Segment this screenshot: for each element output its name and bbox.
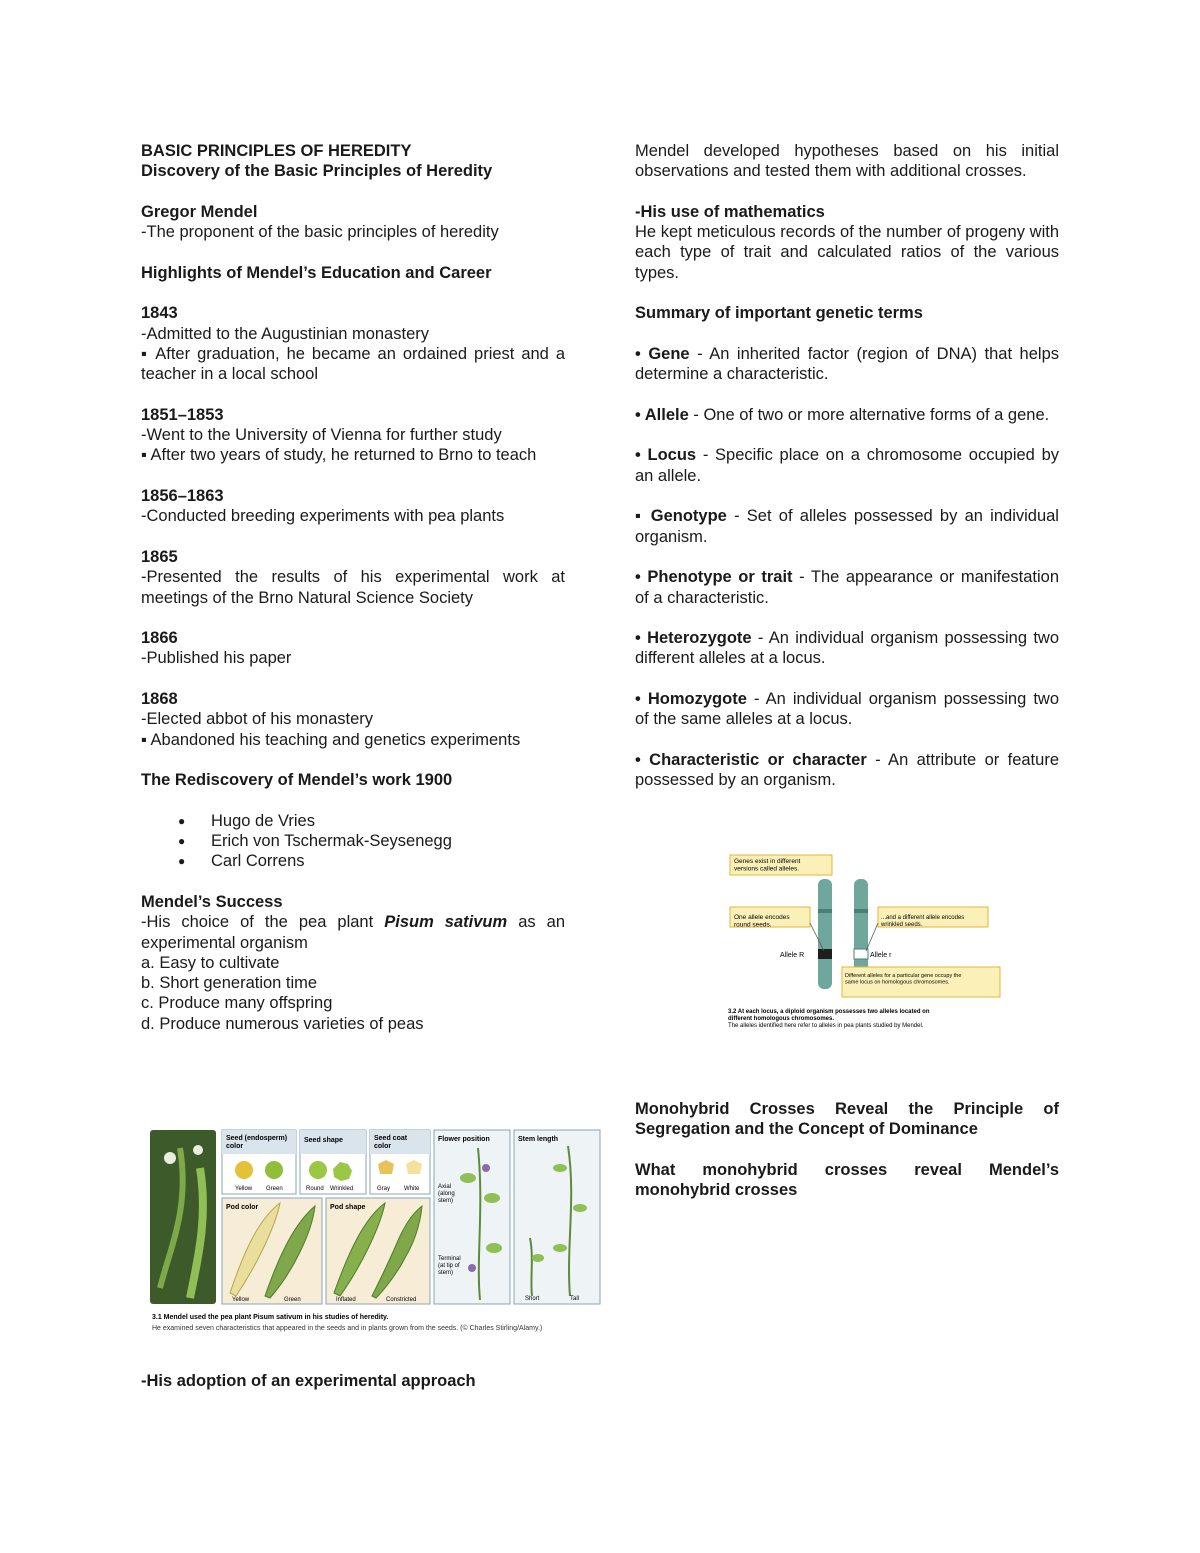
term-definition: - An inherited factor (region of DNA) that helps determine a characteristic. — [635, 344, 1059, 384]
term-bullet: • — [635, 446, 641, 465]
term-bullet: • — [635, 629, 641, 648]
timeline-year: 1856–1863 — [141, 487, 224, 506]
label-wrinkled: Wrinkled — [330, 1186, 354, 1192]
success-point: c. Produce many offspring — [141, 994, 333, 1013]
timeline-line: -Presented the results of his experimental work at meetings of the Brno Natural Science Society — [141, 568, 565, 607]
figure1-caption-rest: He examined seven characteristics that appeared in the seeds and in plants grown from the seeds. (© Charles Stirling/Alamy.) — [152, 1325, 543, 1332]
label-yellow: Yellow — [235, 1186, 253, 1192]
timeline-line: -Went to the University of Vienna for further study — [141, 426, 502, 445]
rediscovery-heading: The Rediscovery of Mendel’s work 1900 — [141, 771, 453, 790]
page-subtitle: Discovery of the Basic Principles of Heredity — [141, 162, 493, 181]
figure1-caption-bold: 3.1 Mendel used the pea plant Pisum sativum in his studies of heredity. — [152, 1314, 389, 1321]
term-locus — [635, 445, 1059, 486]
right-column — [635, 141, 1059, 791]
label-gray: Gray — [377, 1186, 391, 1192]
monohybrid-section — [635, 1099, 1059, 1200]
figure1-caption — [152, 1314, 388, 1321]
term-name: Allele — [644, 405, 689, 424]
career-heading: Highlights of Mendel’s Education and Career — [141, 263, 492, 282]
label-white: White — [404, 1186, 420, 1192]
timeline-year: 1868 — [141, 690, 178, 709]
term-heterozygote — [635, 628, 1059, 669]
term-bullet: • — [635, 750, 641, 769]
timeline-entry-1843 — [141, 303, 565, 384]
term-definition: - An individual organism possessing two of the same alleles at a locus. — [635, 690, 1060, 729]
term-bullet: • — [635, 405, 641, 424]
success-intro-post: as an experimental organism — [141, 913, 566, 952]
label-constricted: Constricted — [386, 1297, 417, 1303]
term-phenotype — [635, 567, 1059, 608]
timeline-entry-1866 — [141, 628, 565, 669]
label-pod-yellow: Yellow — [232, 1297, 250, 1303]
rediscoverers-list — [141, 811, 565, 872]
term-name: Gene — [648, 344, 690, 363]
term-name: Genotype — [650, 507, 727, 526]
figure2-caption-bold: 3.2 At each locus, a diploid organism possesses two alleles located on different homologous chromosomes. — [728, 1009, 930, 1022]
list-item: ● Carl Correns — [211, 851, 565, 871]
term-genotype — [635, 506, 1059, 547]
term-definition: - The appearance or manifestation of a characteristic. — [635, 568, 1059, 607]
callout-right-text: ...and a different allele encodes wrinkled seeds. — [881, 915, 965, 928]
term-name: Heterozygote — [647, 629, 752, 648]
term-bullet: • — [635, 568, 641, 587]
hypotheses-text: Mendel developed hypotheses based on his initial observations and tested them with additional crosses. — [635, 142, 1059, 181]
timeline-line: -Elected abbot of his monastery — [141, 710, 374, 729]
list-item: ● Hugo de Vries — [211, 811, 565, 831]
page-title: BASIC PRINCIPLES OF HEREDITY — [141, 142, 412, 160]
success-point: a. Easy to cultivate — [141, 953, 280, 972]
term-definition: - An attribute or feature possessed by an organism. — [635, 750, 1059, 790]
label-round: Round — [306, 1186, 324, 1192]
label-inflated: Inflated — [336, 1297, 356, 1303]
panel-title-pod-color: Pod color — [226, 1204, 259, 1211]
success-point: d. Produce numerous varieties of peas — [141, 1014, 424, 1033]
mendel-heading: Gregor Mendel — [141, 202, 258, 221]
timeline-year: 1851–1853 — [141, 405, 224, 424]
monohybrid-heading: Monohybrid Crosses Reveal the Principle of Segregation and the Concept of Dominance — [635, 1100, 1059, 1139]
timeline-line: ▪ Abandoned his teaching and genetics experiments — [141, 730, 521, 749]
label-terminal: Terminal (at tip of stem) — [438, 1256, 461, 1276]
label-short: Short — [525, 1296, 540, 1302]
terms-heading: Summary of important genetic terms — [635, 304, 923, 323]
figure-alleles-locus — [728, 853, 1003, 1048]
label-tall: Tall — [570, 1296, 580, 1302]
callout-left-text: One allele encodes round seeds. — [734, 914, 790, 929]
figure2-caption-rest: The alleles identified here refer to alleles in pea plants studied by Mendel. — [728, 1023, 924, 1029]
approach-heading: -His adoption of an experimental approach — [141, 1372, 476, 1390]
panel-title-flower-position: Flower position — [438, 1136, 490, 1143]
success-point: b. Short generation time — [141, 974, 318, 993]
term-homozygote — [635, 689, 1059, 730]
timeline-entry-1868 — [141, 689, 565, 750]
label-allele-R: Allele R — [780, 952, 805, 959]
term-name: Phenotype or trait — [647, 568, 793, 587]
species-name: Pisum sativum — [384, 913, 508, 932]
term-name: Characteristic or character — [649, 750, 867, 769]
term-bullet: ▪ — [635, 507, 644, 526]
mendel-description: -The proponent of the basic principles of heredity — [141, 223, 499, 242]
term-bullet: • — [635, 344, 641, 363]
timeline-line: ▪ After graduation, he became an ordained priest and a teacher in a local school — [141, 344, 565, 384]
math-heading: -His use of mathematics — [635, 202, 825, 221]
label-pod-green: Green — [284, 1297, 301, 1303]
label-allele-r: Allele r — [870, 952, 892, 959]
timeline-line: -Published his paper — [141, 649, 292, 668]
success-intro — [141, 912, 565, 953]
term-characteristic — [635, 750, 1059, 791]
left-column — [141, 141, 565, 1034]
timeline-entry-1851 — [141, 405, 565, 466]
term-definition: - Specific place on a chromosome occupied by an allele. — [635, 446, 1059, 485]
term-allele — [635, 405, 1059, 425]
panel-flower-position — [434, 1130, 510, 1304]
success-intro-pre: -His choice of the pea plant — [141, 913, 385, 932]
chromosome-left — [818, 879, 832, 989]
timeline-year: 1865 — [141, 547, 178, 566]
label-axial: Axial (along stem) — [438, 1184, 455, 1204]
timeline-year: 1843 — [141, 304, 178, 323]
panel-title-seed-color: Seed (endosperm) color — [226, 1135, 288, 1151]
term-definition: - One of two or more alternative forms of a gene. — [688, 405, 1050, 424]
term-name: Homozygote — [647, 690, 747, 709]
panel-title-seed-shape: Seed shape — [304, 1137, 343, 1144]
figure-pea-traits — [150, 1128, 602, 1340]
timeline-line: -Admitted to the Augustinian monastery — [141, 324, 429, 343]
panel-title-pod-shape: Pod shape — [330, 1204, 366, 1211]
timeline-line: -Conducted breeding experiments with pea plants — [141, 507, 505, 526]
monohybrid-subheading: What monohybrid crosses reveal Mendel’s monohybrid crosses — [635, 1160, 1059, 1200]
allele-R-band — [818, 949, 832, 959]
math-text: He kept meticulous records of the number of progeny with each type of trait and calculated ratios of the various types. — [635, 223, 1059, 282]
list-item: ● Erich von Tschermak-Seysenegg — [211, 831, 565, 851]
term-definition: - An individual organism possessing two different alleles at a locus. — [635, 629, 1059, 668]
panel-stem-length — [514, 1130, 600, 1304]
term-gene — [635, 344, 1059, 385]
timeline-year: 1866 — [141, 629, 178, 648]
term-name: Locus — [647, 446, 697, 465]
timeline-entry-1865 — [141, 547, 565, 608]
success-heading: Mendel’s Success — [141, 892, 283, 911]
panel-title-stem-length: Stem length — [518, 1136, 559, 1143]
term-definition: - Set of alleles possessed by an individual organism. — [635, 507, 1059, 546]
timeline-entry-1856 — [141, 486, 565, 527]
callout-top-text: Genes exist in different versions called alleles. — [734, 858, 801, 873]
term-bullet: • — [635, 690, 641, 709]
callout-bottom-text: Different alleles for a particular gene occupy the same locus on homologous chromosomes. — [845, 973, 962, 986]
panel-title-seed-coat: Seed coat color — [374, 1135, 408, 1151]
timeline-line: ▪ After two years of study, he returned to Brno to teach — [141, 446, 537, 465]
label-green: Green — [266, 1186, 283, 1192]
